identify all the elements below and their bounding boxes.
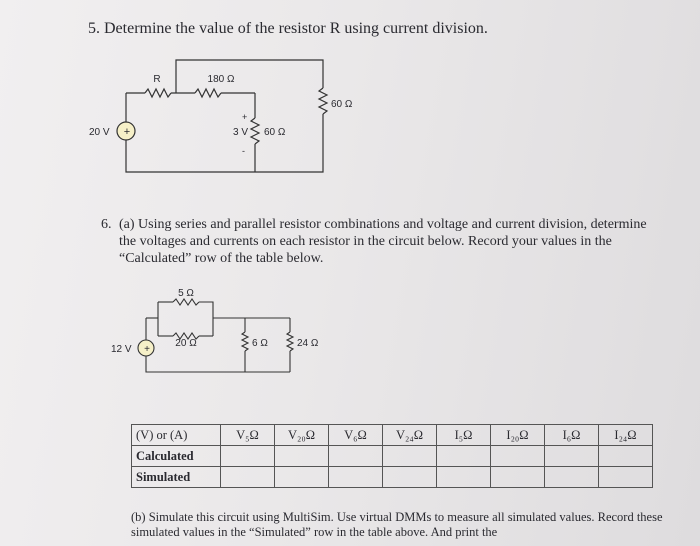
- column-i24: I₂₄Ω: [599, 425, 653, 446]
- source-2-plus-sign: +: [144, 344, 150, 355]
- table-row: [132, 467, 653, 488]
- question-6-text: [101, 216, 661, 267]
- column-i6: I₆Ω: [545, 425, 599, 446]
- resistor-5-label: 5 Ω: [178, 288, 194, 299]
- table-cell[interactable]: [221, 446, 275, 467]
- table-cell[interactable]: [275, 446, 329, 467]
- resistor-180-label: 180 Ω: [207, 74, 235, 85]
- question-5-text: 5. Determine the value of the resistor R using current division.: [88, 20, 488, 37]
- question-6-number: 6.: [101, 217, 112, 232]
- table-header-row: [132, 425, 653, 446]
- column-i5: I₅Ω: [437, 425, 491, 446]
- table-cell[interactable]: [599, 446, 653, 467]
- column-i20: I₂₀Ω: [491, 425, 545, 446]
- table-cell[interactable]: [437, 446, 491, 467]
- table-header-label: (V) or (A): [132, 425, 221, 446]
- table-cell[interactable]: [275, 467, 329, 488]
- table-cell[interactable]: [545, 446, 599, 467]
- table-cell[interactable]: [329, 467, 383, 488]
- source-12v-label: 12 V: [111, 344, 132, 355]
- table-cell[interactable]: [221, 467, 275, 488]
- table-cell[interactable]: [491, 446, 545, 467]
- results-table: [131, 424, 653, 488]
- table-cell[interactable]: [545, 467, 599, 488]
- table-row: [132, 446, 653, 467]
- row-label-calculated: Calculated: [132, 446, 221, 467]
- table-cell[interactable]: [329, 446, 383, 467]
- resistor-r-label: R: [153, 74, 161, 85]
- voltage-plus-sign: +: [242, 112, 248, 122]
- resistor-60-right-label: 60 Ω: [331, 99, 353, 110]
- table-cell[interactable]: [383, 467, 437, 488]
- table-cell[interactable]: [383, 446, 437, 467]
- table-cell[interactable]: [437, 467, 491, 488]
- circuit-2-diagram: [138, 299, 293, 372]
- column-v6: V₆Ω: [329, 425, 383, 446]
- table-cell[interactable]: [491, 467, 545, 488]
- question-6-body: (a) Using series and parallel resistor combinations and voltage and current division, determine the voltages and currents on each resistor in the circuit below. Record your values in the “Calculated” row of the table below.: [119, 217, 647, 266]
- voltage-3v-label: 3 V: [233, 127, 249, 138]
- voltage-minus-sign: -: [242, 146, 245, 156]
- source-20v-label: 20 V: [89, 127, 110, 138]
- resistor-6-label: 6 Ω: [252, 338, 268, 349]
- resistor-24-label: 24 Ω: [297, 338, 319, 349]
- question-6b-text: (b) Simulate this circuit using MultiSim. Use virtual DMMs to measure all simulated values. Record these simulated values in the “Simulated” row in the table above. And print the: [131, 510, 663, 539]
- resistor-20-label: 20 Ω: [175, 338, 197, 349]
- table-cell[interactable]: [599, 467, 653, 488]
- column-v20: V₂₀Ω: [275, 425, 329, 446]
- source-plus-sign: +: [123, 126, 131, 138]
- row-label-simulated: Simulated: [132, 467, 221, 488]
- resistor-60-mid-label: 60 Ω: [264, 127, 286, 138]
- column-v5: V₅Ω: [221, 425, 275, 446]
- column-v24: V₂₄Ω: [383, 425, 437, 446]
